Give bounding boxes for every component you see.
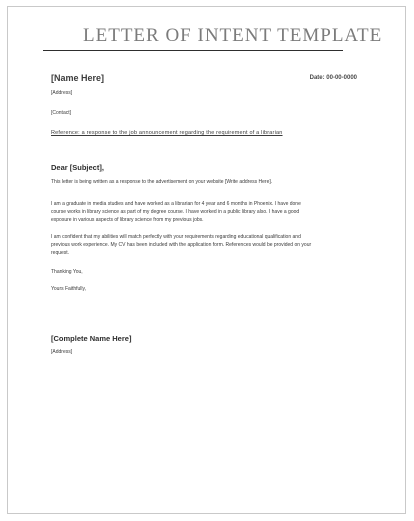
title-divider [43,50,343,51]
sign-off: Yours Faithfully, [51,286,87,292]
salutation: Dear [Subject], [51,163,104,172]
paragraph-intro [51,178,381,186]
paragraph-line: course works in library science as part of my degree course. I have worked in a public library also. I have a good [51,209,300,215]
paragraph-line: This letter is being written as a response to the advertisement on your website [Write address Here]. [51,179,273,185]
letter-date: Date: 00-00-0000 [309,75,357,81]
paragraph-confidence [51,233,381,257]
sender-address: [Address] [51,90,73,96]
paragraph-line: previous work experience. My CV has been included with the application form. References would be provided on your [51,242,312,248]
closing-thanks: Thanking You, [51,269,83,275]
reference-line: Reference: a response to the job announcement regarding the requirement of a librarian [51,130,283,136]
title-area [48,25,383,51]
sender-name: [Name Here] [51,73,105,83]
paragraph-line: I am confident that my abilities will match perfectly with your requirements regarding educational qualification and [51,234,301,240]
paragraph-line: exposure in various aspects of library science from my previous jobs. [51,217,204,223]
document-title: LETTER OF INTENT TEMPLATE [83,25,383,46]
paragraph-line: I am a graduate in media studies and have worked as a librarian for 4 year and 6 months in Phoenix. I have done [51,201,301,207]
closing-address: [Address] [51,349,73,355]
complete-name: [Complete Name Here] [51,334,132,343]
paragraph-experience [51,200,381,224]
paragraph-line: request. [51,250,70,256]
letter-page [7,6,406,514]
sender-contact: [Contact] [51,110,72,116]
